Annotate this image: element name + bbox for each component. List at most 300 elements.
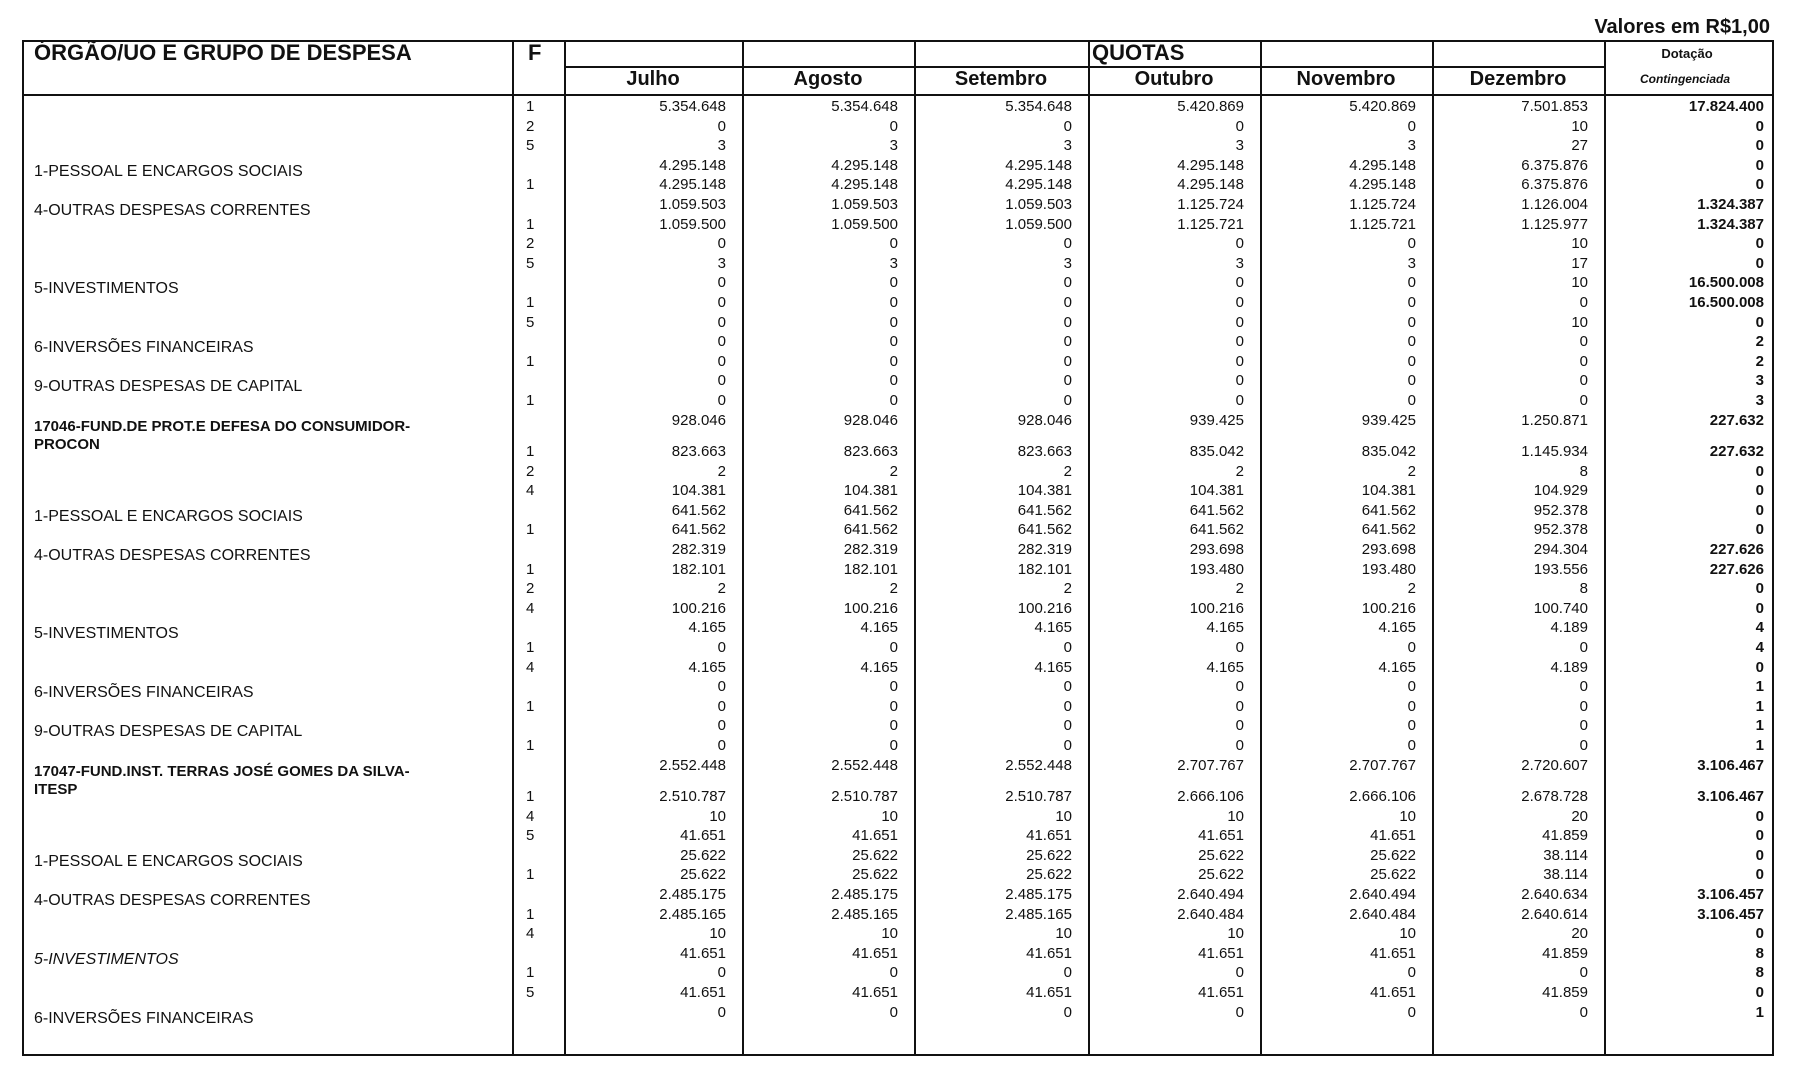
quota-cell: 282.319 xyxy=(843,540,898,558)
row-label: 1-PESSOAL E ENCARGOS SOCIAIS xyxy=(34,162,303,180)
quota-cell: 2.510.787 xyxy=(1005,787,1072,805)
header-month-outubro: Outubro xyxy=(1134,68,1214,90)
dotacao-cell: 0 xyxy=(1755,462,1764,480)
quota-cell: 0 xyxy=(717,638,726,656)
quota-cell: 0 xyxy=(1407,313,1416,331)
quota-cell: 5.354.648 xyxy=(831,98,898,115)
dotacao-cell: 1.324.387 xyxy=(1697,196,1764,213)
quota-cell: 0 xyxy=(1407,678,1416,696)
quota-cell: 1.059.503 xyxy=(659,196,726,213)
dotacao-cell: 0 xyxy=(1755,866,1764,884)
quota-cell: 4.295.148 xyxy=(831,176,898,194)
quota-cell: 25.622 xyxy=(680,846,726,864)
quota-cell: 41.859 xyxy=(1542,944,1588,962)
fonte-code: 1 xyxy=(526,964,535,982)
quota-cell: 10 xyxy=(1227,925,1244,943)
quota-cell: 2.485.175 xyxy=(1005,885,1072,903)
quota-cell: 282.319 xyxy=(1017,540,1072,558)
quota-cell: 0 xyxy=(1407,736,1416,754)
quota-cell: 41.651 xyxy=(852,944,898,962)
quota-cell: 41.651 xyxy=(1026,944,1072,962)
quota-cell: 41.651 xyxy=(1370,827,1416,845)
row-label: 6-INVERSÕES FINANCEIRAS xyxy=(34,339,254,357)
quota-cell: 0 xyxy=(889,333,898,351)
quota-cell: 928.046 xyxy=(1017,411,1072,429)
quota-cell: 100.216 xyxy=(1189,599,1244,617)
quota-cell: 10 xyxy=(1571,117,1588,135)
quota-cell: 0 xyxy=(1407,392,1416,409)
quota-cell: 0 xyxy=(1235,274,1244,292)
quota-cell: 100.216 xyxy=(1361,599,1416,617)
quota-cell: 41.651 xyxy=(680,827,726,845)
row-label: 5-INVESTIMENTOS xyxy=(34,625,179,643)
quota-cell: 2 xyxy=(717,462,726,480)
quota-cell: 0 xyxy=(1407,964,1416,982)
quota-cell: 3 xyxy=(889,254,898,272)
quota-cell: 2.485.175 xyxy=(659,885,726,903)
quota-cell: 0 xyxy=(1407,333,1416,351)
quota-cell: 1.059.503 xyxy=(831,196,898,213)
quota-cell: 104.381 xyxy=(1361,482,1416,500)
quota-cell: 4.295.148 xyxy=(1005,156,1072,174)
quota-cell: 0 xyxy=(717,274,726,292)
fonte-code: 1 xyxy=(526,294,535,311)
quota-cell: 0 xyxy=(1407,117,1416,135)
dotacao-cell: 4 xyxy=(1755,619,1764,637)
quota-cell: 25.622 xyxy=(852,846,898,864)
quota-cell: 641.562 xyxy=(1189,521,1244,539)
dotacao-cell: 1 xyxy=(1755,736,1764,754)
quota-cell: 641.562 xyxy=(843,521,898,539)
fonte-code: 1 xyxy=(526,521,535,539)
dotacao-cell: 0 xyxy=(1755,156,1764,174)
quota-cell: 10 xyxy=(709,807,726,825)
quota-cell: 2.552.448 xyxy=(1005,756,1072,774)
fonte-code: 4 xyxy=(526,925,535,943)
quota-cell: 10 xyxy=(1399,925,1416,943)
quota-cell: 835.042 xyxy=(1361,442,1416,460)
quota-cell: 0 xyxy=(1235,638,1244,656)
row-label: 6-INVERSÕES FINANCEIRAS xyxy=(34,1009,254,1027)
quota-cell: 3 xyxy=(1063,254,1072,272)
quota-cell: 100.216 xyxy=(671,599,726,617)
dotacao-cell: 8 xyxy=(1755,964,1764,982)
quota-cell: 17 xyxy=(1571,254,1588,272)
header-contingenciada: Contingenciada xyxy=(1639,72,1730,86)
quota-cell: 0 xyxy=(1579,717,1588,735)
quota-cell: 0 xyxy=(1063,964,1072,982)
quota-cell: 0 xyxy=(1407,638,1416,656)
row-label: 1-PESSOAL E ENCARGOS SOCIAIS xyxy=(34,507,303,525)
quota-cell: 2 xyxy=(1235,462,1244,480)
fonte-code: 5 xyxy=(526,983,535,1001)
quota-cell: 0 xyxy=(889,392,898,409)
dotacao-cell: 0 xyxy=(1755,827,1764,845)
quota-cell: 0 xyxy=(1407,294,1416,311)
quota-cell: 41.651 xyxy=(1198,983,1244,1001)
dotacao-cell: 227.626 xyxy=(1709,540,1764,558)
quota-cell: 8 xyxy=(1579,580,1588,598)
quota-cell: 939.425 xyxy=(1189,411,1244,429)
quota-cell: 0 xyxy=(717,313,726,331)
dotacao-cell: 4 xyxy=(1755,638,1764,656)
quota-cell: 1.059.500 xyxy=(1005,215,1072,233)
quota-cell: 0 xyxy=(889,294,898,311)
quota-cell: 0 xyxy=(1235,333,1244,351)
quota-cell: 0 xyxy=(1235,117,1244,135)
quota-cell: 2.640.484 xyxy=(1349,905,1416,923)
quota-cell: 0 xyxy=(717,678,726,696)
quota-cell: 104.929 xyxy=(1533,482,1588,500)
quota-cell: 104.381 xyxy=(671,482,726,500)
quota-cell: 41.651 xyxy=(680,983,726,1001)
quota-cell: 100.216 xyxy=(843,599,898,617)
quota-cell: 0 xyxy=(1579,392,1588,409)
quota-cell: 0 xyxy=(717,372,726,390)
quota-cell: 0 xyxy=(1235,352,1244,370)
quota-cell: 41.651 xyxy=(1026,983,1072,1001)
quota-cell: 0 xyxy=(1063,392,1072,409)
quota-cell: 38.114 xyxy=(1543,866,1588,884)
quota-cell: 1.145.934 xyxy=(1521,442,1588,460)
quota-cell: 4.189 xyxy=(1550,619,1588,637)
fonte-code: 4 xyxy=(526,482,535,500)
row-label-continuation: PROCON xyxy=(34,435,100,453)
quota-cell: 4.165 xyxy=(1206,619,1244,637)
quota-cell: 3 xyxy=(1407,254,1416,272)
quota-cell: 0 xyxy=(717,717,726,735)
quota-cell: 1.125.724 xyxy=(1177,196,1244,213)
quota-cell: 5.354.648 xyxy=(659,98,726,115)
header-dotacao: Dotação xyxy=(1661,46,1713,61)
quota-cell: 0 xyxy=(1579,372,1588,390)
dotacao-cell: 3.106.457 xyxy=(1697,905,1764,923)
quota-cell: 10 xyxy=(1227,807,1244,825)
quota-cell: 641.562 xyxy=(671,521,726,539)
fonte-code: 2 xyxy=(526,462,535,480)
dotacao-cell: 0 xyxy=(1755,176,1764,194)
quota-cell: 4.165 xyxy=(688,658,726,676)
quota-cell: 641.562 xyxy=(1017,501,1072,519)
quota-cell: 2.510.787 xyxy=(831,787,898,805)
quota-cell: 25.622 xyxy=(1026,846,1072,864)
quota-cell: 4.295.148 xyxy=(1349,176,1416,194)
dotacao-cell: 2 xyxy=(1755,352,1764,370)
fonte-code: 2 xyxy=(526,235,535,253)
dotacao-cell: 0 xyxy=(1755,983,1764,1001)
quota-cell: 0 xyxy=(1063,372,1072,390)
quota-cell: 0 xyxy=(717,1003,726,1021)
quota-cell: 2.720.607 xyxy=(1521,756,1588,774)
quota-cell: 41.651 xyxy=(1198,944,1244,962)
quota-cell: 0 xyxy=(1063,678,1072,696)
dotacao-cell: 0 xyxy=(1755,137,1764,155)
quota-cell: 0 xyxy=(1407,1003,1416,1021)
dotacao-cell: 0 xyxy=(1755,521,1764,539)
quota-cell: 0 xyxy=(1235,964,1244,982)
quota-cell: 8 xyxy=(1579,462,1588,480)
quota-cell: 0 xyxy=(1235,736,1244,754)
quota-cell: 41.651 xyxy=(852,827,898,845)
quota-cell: 0 xyxy=(1579,294,1588,311)
quota-cell: 2.640.494 xyxy=(1177,885,1244,903)
quota-cell: 293.698 xyxy=(1189,540,1244,558)
quota-cell: 2.552.448 xyxy=(831,756,898,774)
fonte-code: 1 xyxy=(526,905,535,923)
quota-cell: 1.059.500 xyxy=(831,215,898,233)
quota-cell: 0 xyxy=(889,964,898,982)
fonte-code: 4 xyxy=(526,807,535,825)
quota-cell: 2.678.728 xyxy=(1521,787,1588,805)
row-label: 9-OUTRAS DESPESAS DE CAPITAL xyxy=(34,723,303,741)
dotacao-cell: 1 xyxy=(1755,678,1764,696)
header-month-julho: Julho xyxy=(626,68,680,90)
quota-cell: 10 xyxy=(1571,235,1588,253)
quota-cell: 294.304 xyxy=(1533,540,1588,558)
dotacao-cell: 16.500.008 xyxy=(1688,294,1764,311)
fonte-code: 1 xyxy=(526,352,535,370)
quota-cell: 823.663 xyxy=(843,442,898,460)
quota-cell: 1.125.721 xyxy=(1349,215,1416,233)
header-month-setembro: Setembro xyxy=(954,68,1048,90)
quota-cell: 952.378 xyxy=(1533,521,1588,539)
dotacao-cell: 0 xyxy=(1755,501,1764,519)
fonte-code: 1 xyxy=(526,787,535,805)
dotacao-cell: 0 xyxy=(1755,482,1764,500)
quota-cell: 4.295.148 xyxy=(1177,156,1244,174)
quota-cell: 2 xyxy=(889,462,898,480)
quota-cell: 952.378 xyxy=(1533,501,1588,519)
quota-cell: 6.375.876 xyxy=(1521,156,1588,174)
quota-cell: 835.042 xyxy=(1189,442,1244,460)
quota-cell: 25.622 xyxy=(1026,866,1072,884)
fonte-code: 5 xyxy=(526,827,535,845)
quota-cell: 1.059.500 xyxy=(659,215,726,233)
quota-cell: 0 xyxy=(1063,117,1072,135)
dotacao-cell: 227.632 xyxy=(1709,411,1764,429)
quota-cell: 0 xyxy=(889,274,898,292)
quota-cell: 641.562 xyxy=(1361,501,1416,519)
dotacao-cell: 1 xyxy=(1755,717,1764,735)
quota-cell: 4.165 xyxy=(1034,619,1072,637)
row-label: 9-OUTRAS DESPESAS DE CAPITAL xyxy=(34,378,303,396)
quota-cell: 20 xyxy=(1571,925,1588,943)
quota-cell: 0 xyxy=(1063,697,1072,715)
quota-cell: 928.046 xyxy=(843,411,898,429)
quota-cell: 0 xyxy=(1407,372,1416,390)
quota-cell: 4.165 xyxy=(1378,658,1416,676)
quota-cell: 0 xyxy=(717,697,726,715)
quota-cell: 0 xyxy=(1235,678,1244,696)
quota-cell: 4.189 xyxy=(1550,658,1588,676)
quota-cell: 182.101 xyxy=(843,560,898,578)
quota-cell: 41.651 xyxy=(1198,827,1244,845)
fonte-code: 5 xyxy=(526,254,535,272)
quota-cell: 1.126.004 xyxy=(1521,196,1588,213)
divider xyxy=(22,94,1774,96)
quota-cell: 38.114 xyxy=(1543,846,1588,864)
quota-cell: 928.046 xyxy=(671,411,726,429)
quota-cell: 0 xyxy=(1063,736,1072,754)
quota-cell: 0 xyxy=(1063,717,1072,735)
quota-cell: 104.381 xyxy=(1189,482,1244,500)
quota-cell: 41.651 xyxy=(1026,827,1072,845)
quota-cell: 0 xyxy=(1407,352,1416,370)
quota-cell: 4.165 xyxy=(1034,658,1072,676)
dotacao-cell: 0 xyxy=(1755,658,1764,676)
quota-cell: 2.485.175 xyxy=(831,885,898,903)
fonte-code: 2 xyxy=(526,117,535,135)
row-label: 4-OUTRAS DESPESAS CORRENTES xyxy=(34,546,311,564)
quota-cell: 0 xyxy=(889,235,898,253)
quota-cell: 4.165 xyxy=(1378,619,1416,637)
quota-cell: 2.707.767 xyxy=(1177,756,1244,774)
quota-cell: 104.381 xyxy=(1017,482,1072,500)
row-label-continuation: ITESP xyxy=(34,780,78,798)
dotacao-cell: 0 xyxy=(1755,254,1764,272)
row-label: 5-INVESTIMENTOS xyxy=(34,280,179,298)
dotacao-cell: 3 xyxy=(1755,392,1764,409)
quota-cell: 182.101 xyxy=(671,560,726,578)
quota-cell: 0 xyxy=(1235,235,1244,253)
quota-cell: 20 xyxy=(1571,807,1588,825)
quota-cell: 4.295.148 xyxy=(1177,176,1244,194)
quota-cell: 2.640.494 xyxy=(1349,885,1416,903)
quota-cell: 193.480 xyxy=(1361,560,1416,578)
quota-cell: 3 xyxy=(1407,137,1416,155)
quota-cell: 2.552.448 xyxy=(659,756,726,774)
quota-cell: 41.651 xyxy=(1370,944,1416,962)
dotacao-cell: 3.106.457 xyxy=(1697,885,1764,903)
quota-cell: 25.622 xyxy=(1370,846,1416,864)
quota-cell: 1.125.977 xyxy=(1521,215,1588,233)
quota-cell: 0 xyxy=(1063,1003,1072,1021)
quota-cell: 0 xyxy=(717,352,726,370)
quota-cell: 2 xyxy=(717,580,726,598)
quota-cell: 0 xyxy=(1235,313,1244,331)
quota-cell: 293.698 xyxy=(1361,540,1416,558)
quota-cell: 10 xyxy=(881,807,898,825)
quota-cell: 0 xyxy=(889,678,898,696)
quota-cell: 10 xyxy=(1399,807,1416,825)
quota-cell: 0 xyxy=(1579,333,1588,351)
quota-cell: 0 xyxy=(717,333,726,351)
row-label: 4-OUTRAS DESPESAS CORRENTES xyxy=(34,891,311,909)
quota-cell: 0 xyxy=(1579,964,1588,982)
header-quotas: QUOTAS xyxy=(1092,40,1185,65)
dotacao-cell: 1 xyxy=(1755,1003,1764,1021)
dotacao-cell: 0 xyxy=(1755,580,1764,598)
quota-cell: 0 xyxy=(1579,1003,1588,1021)
quota-cell: 1.125.721 xyxy=(1177,215,1244,233)
quota-cell: 823.663 xyxy=(671,442,726,460)
dotacao-cell: 17.824.400 xyxy=(1688,98,1764,115)
quota-cell: 641.562 xyxy=(1361,521,1416,539)
quota-cell: 0 xyxy=(717,392,726,409)
quota-cell: 10 xyxy=(1571,274,1588,292)
dotacao-cell: 1 xyxy=(1755,697,1764,715)
fonte-code: 1 xyxy=(526,442,535,460)
dotacao-cell: 0 xyxy=(1755,925,1764,943)
dotacao-cell: 3 xyxy=(1755,372,1764,390)
quota-cell: 41.651 xyxy=(1370,983,1416,1001)
dotacao-cell: 227.626 xyxy=(1709,560,1764,578)
quota-cell: 0 xyxy=(1235,717,1244,735)
quota-cell: 4.165 xyxy=(1206,658,1244,676)
quota-cell: 4.295.148 xyxy=(831,156,898,174)
quota-cell: 10 xyxy=(1055,925,1072,943)
quota-cell: 10 xyxy=(1055,807,1072,825)
quota-cell: 0 xyxy=(717,964,726,982)
quota-cell: 0 xyxy=(717,235,726,253)
quota-cell: 6.375.876 xyxy=(1521,176,1588,194)
quota-cell: 282.319 xyxy=(671,540,726,558)
dotacao-cell: 3.106.467 xyxy=(1697,787,1764,805)
quota-cell: 10 xyxy=(709,925,726,943)
quota-cell: 7.501.853 xyxy=(1521,98,1588,115)
row-label: 6-INVERSÕES FINANCEIRAS xyxy=(34,684,254,702)
quota-cell: 0 xyxy=(889,313,898,331)
quota-cell: 2.510.787 xyxy=(659,787,726,805)
quota-cell: 939.425 xyxy=(1361,411,1416,429)
divider xyxy=(512,40,514,1056)
quota-cell: 2.485.165 xyxy=(659,905,726,923)
quota-cell: 0 xyxy=(889,736,898,754)
fonte-code: 1 xyxy=(526,697,535,715)
quota-cell: 2 xyxy=(889,580,898,598)
quota-cell: 0 xyxy=(889,1003,898,1021)
fonte-code: 5 xyxy=(526,313,535,331)
dotacao-cell: 0 xyxy=(1755,807,1764,825)
fonte-code: 1 xyxy=(526,736,535,754)
quota-cell: 0 xyxy=(889,372,898,390)
quota-cell: 0 xyxy=(717,117,726,135)
row-label: 17046-FUND.DE PROT.E DEFESA DO CONSUMIDOR- xyxy=(34,417,411,435)
quota-cell: 0 xyxy=(1235,697,1244,715)
quota-cell: 0 xyxy=(1063,313,1072,331)
quota-cell: 0 xyxy=(889,697,898,715)
dotacao-cell: 0 xyxy=(1755,313,1764,331)
quota-cell: 2.666.106 xyxy=(1349,787,1416,805)
quota-cell: 1.125.724 xyxy=(1349,196,1416,213)
quota-cell: 5.420.869 xyxy=(1177,98,1244,115)
fonte-code: 1 xyxy=(526,638,535,656)
dotacao-cell: 3.106.467 xyxy=(1697,756,1764,774)
quota-cell: 0 xyxy=(1063,638,1072,656)
fonte-code: 4 xyxy=(526,658,535,676)
quota-cell: 0 xyxy=(1235,1003,1244,1021)
dotacao-cell: 227.632 xyxy=(1709,442,1764,460)
quota-cell: 10 xyxy=(1571,313,1588,331)
quota-cell: 25.622 xyxy=(1370,866,1416,884)
quota-cell: 3 xyxy=(717,137,726,155)
row-label: 1-PESSOAL E ENCARGOS SOCIAIS xyxy=(34,852,303,870)
currency-note: Valores em R$1,00 xyxy=(1594,16,1770,38)
quota-cell: 100.740 xyxy=(1533,599,1588,617)
quota-cell: 641.562 xyxy=(843,501,898,519)
quota-cell: 2 xyxy=(1407,580,1416,598)
quota-cell: 0 xyxy=(1579,678,1588,696)
fonte-code: 2 xyxy=(526,580,535,598)
quota-cell: 25.622 xyxy=(1198,846,1244,864)
row-label: 5-INVESTIMENTOS xyxy=(34,950,179,968)
quota-cell: 41.651 xyxy=(852,983,898,1001)
quota-cell: 0 xyxy=(1063,333,1072,351)
header-f: F xyxy=(528,40,542,65)
quota-cell: 0 xyxy=(1063,235,1072,253)
quota-cell: 0 xyxy=(1235,294,1244,311)
quota-cell: 25.622 xyxy=(852,866,898,884)
